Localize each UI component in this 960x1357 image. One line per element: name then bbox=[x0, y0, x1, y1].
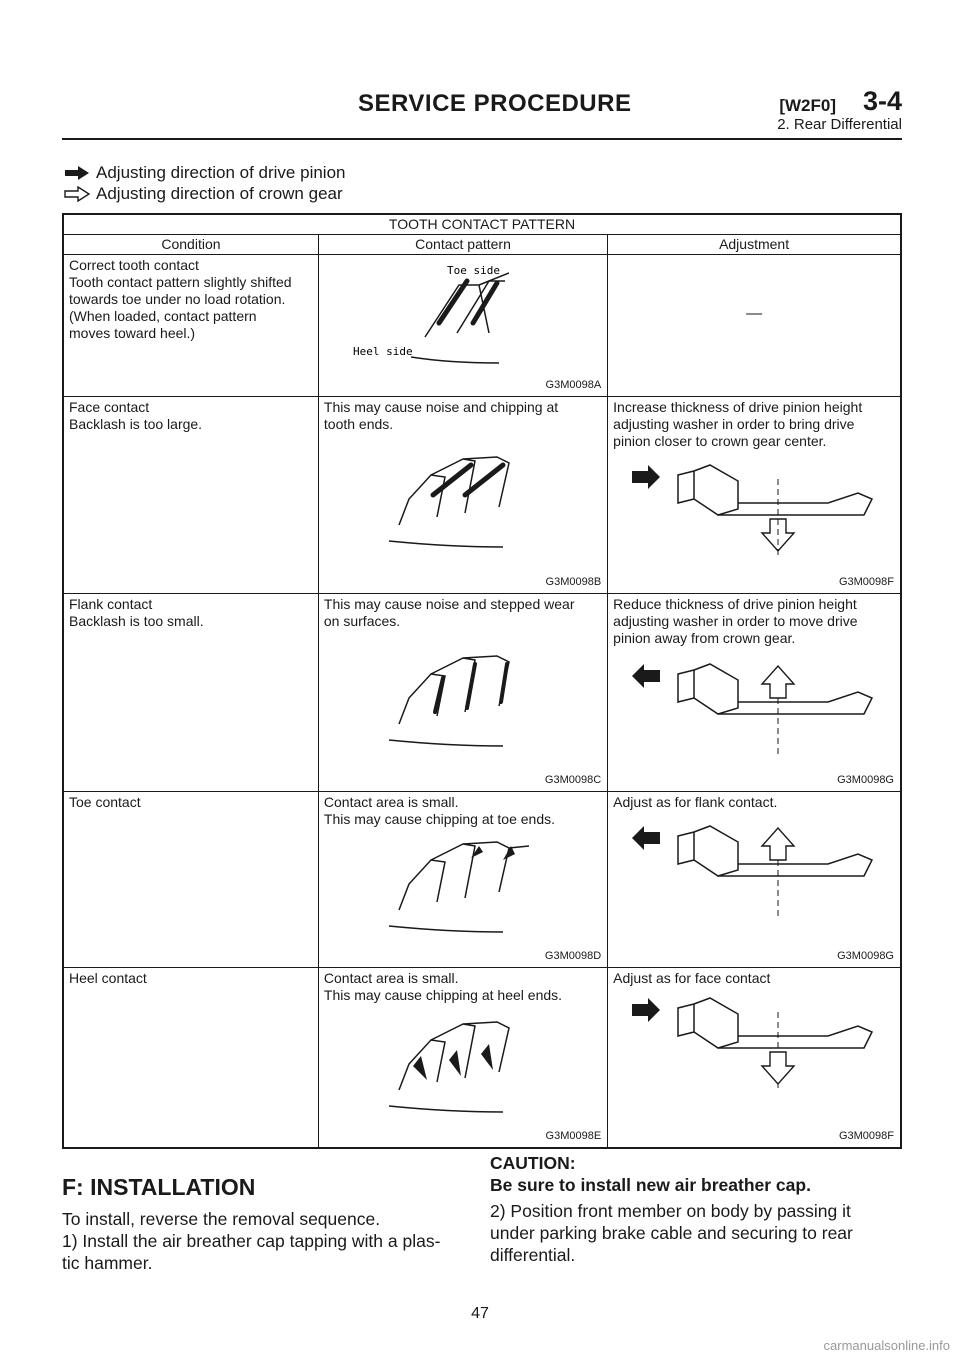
pinion-adjust-figure bbox=[628, 658, 878, 768]
crown-down-arrow-icon bbox=[762, 1052, 794, 1084]
crown-up-arrow-icon bbox=[762, 666, 794, 698]
pattern-cell bbox=[318, 255, 607, 397]
toe-side-label: Toe side bbox=[446, 264, 500, 277]
table-row bbox=[63, 968, 901, 1148]
installation-right-text: CAUTION: Be sure to install new air breather cap. 2) Position front member on body by passing it under parking brake cable and securing to rear differential. bbox=[490, 1152, 904, 1266]
condition-cell: Heel contact bbox=[63, 968, 318, 1148]
outline-arrow-icon bbox=[62, 186, 92, 202]
adjustment-cell: Adjust as for face contact G3M0098F bbox=[608, 968, 901, 1148]
adjustment-cell: Reduce thickness of drive pinion height adjusting washer in order to move drive pinion away from crown gear. G3M0098G bbox=[608, 594, 901, 792]
pinion-adjust-figure bbox=[628, 992, 878, 1102]
gear-tooth-figure bbox=[379, 650, 539, 750]
figure-code: G3M0098C bbox=[544, 774, 602, 786]
legend-crown: Adjusting direction of crown gear bbox=[62, 183, 345, 204]
figure-code: G3M0098B bbox=[545, 576, 602, 588]
table-title: TOOTH CONTACT PATTERN bbox=[63, 214, 901, 235]
gear-tooth-figure bbox=[379, 1016, 539, 1116]
pinion-in-arrow-icon bbox=[632, 998, 660, 1022]
col-header-condition: Condition bbox=[63, 235, 318, 255]
gear-tooth-figure bbox=[379, 836, 539, 936]
section-title: SERVICE PROCEDURE bbox=[358, 90, 632, 117]
col-header-adjustment: Adjustment bbox=[608, 235, 901, 255]
figure-code: G3M0098A bbox=[545, 379, 602, 391]
pinion-in-arrow-icon bbox=[632, 465, 660, 489]
pinion-out-arrow-icon bbox=[632, 664, 660, 688]
section-code: [W2F0] bbox=[779, 96, 836, 115]
condition-cell: Face contact Backlash is too large. bbox=[63, 397, 318, 594]
watermark: carmanualsonline.info bbox=[823, 1338, 950, 1353]
pattern-cell: Contact area is small. This may cause chipping at toe ends. G3M0098D bbox=[318, 792, 607, 968]
adjustment-cell bbox=[608, 255, 901, 397]
figure-code: G3M0098G bbox=[837, 774, 894, 786]
condition-cell: Correct tooth contact Tooth contact pattern slightly shifted towards toe under no load rotation. (When loaded, contact pattern moves toward heel.) bbox=[63, 255, 318, 397]
pinion-out-arrow-icon bbox=[632, 826, 660, 850]
pattern-cell: This may cause noise and chipping at tooth ends. G3M0098B bbox=[318, 397, 607, 594]
table-row bbox=[63, 255, 901, 397]
col-header-pattern: Contact pattern bbox=[318, 235, 607, 255]
adjustment-cell: Increase thickness of drive pinion height adjusting washer in order to bring drive pinion closer to crown gear center. G3M0098F bbox=[608, 397, 901, 594]
condition-cell: Flank contact Backlash is too small. bbox=[63, 594, 318, 792]
adjustment-cell: Adjust as for flank contact. G3M0098G bbox=[608, 792, 901, 968]
caution-heading: CAUTION: bbox=[490, 1153, 576, 1173]
pattern-cell: This may cause noise and stepped wear on surfaces. G3M0098C bbox=[318, 594, 607, 792]
table-row bbox=[63, 594, 901, 792]
legend-pinion: Adjusting direction of drive pinion bbox=[62, 162, 345, 183]
page-header bbox=[62, 84, 902, 140]
figure-code: G3M0098F bbox=[838, 576, 894, 588]
installation-heading: F: INSTALLATION bbox=[62, 1174, 256, 1200]
pinion-adjust-figure bbox=[628, 820, 878, 930]
figure-code: G3M0098G bbox=[837, 950, 894, 962]
page-number: 47 bbox=[471, 1305, 489, 1322]
installation-left-text: To install, reverse the removal sequence. 1) Install the air breather cap tapping with a plas- tic hammer. bbox=[62, 1209, 441, 1273]
crown-up-arrow-icon bbox=[762, 828, 794, 860]
filled-arrow-icon bbox=[62, 165, 92, 181]
section-subtitle: 2. Rear Differential bbox=[777, 116, 902, 133]
table-row bbox=[63, 792, 901, 968]
caution-text: Be sure to install new air breather cap. bbox=[490, 1175, 811, 1195]
tooth-contact-table bbox=[62, 213, 902, 1149]
pattern-cell: Contact area is small. This may cause chipping at heel ends. G3M0098E bbox=[318, 968, 607, 1148]
heel-side-label: Heel side bbox=[352, 345, 413, 358]
condition-cell: Toe contact bbox=[63, 792, 318, 968]
figure-code: G3M0098D bbox=[544, 950, 602, 962]
figure-code: G3M0098E bbox=[545, 1129, 602, 1142]
section-number: 3-4 bbox=[862, 86, 902, 116]
gear-tooth-figure bbox=[339, 261, 509, 371]
figure-code: G3M0098F bbox=[838, 1129, 894, 1142]
gear-tooth-figure bbox=[379, 455, 539, 555]
pinion-adjust-figure bbox=[628, 459, 878, 569]
no-adjustment-dash: — bbox=[746, 305, 763, 322]
table-row bbox=[63, 397, 901, 594]
arrow-legend bbox=[62, 162, 345, 204]
